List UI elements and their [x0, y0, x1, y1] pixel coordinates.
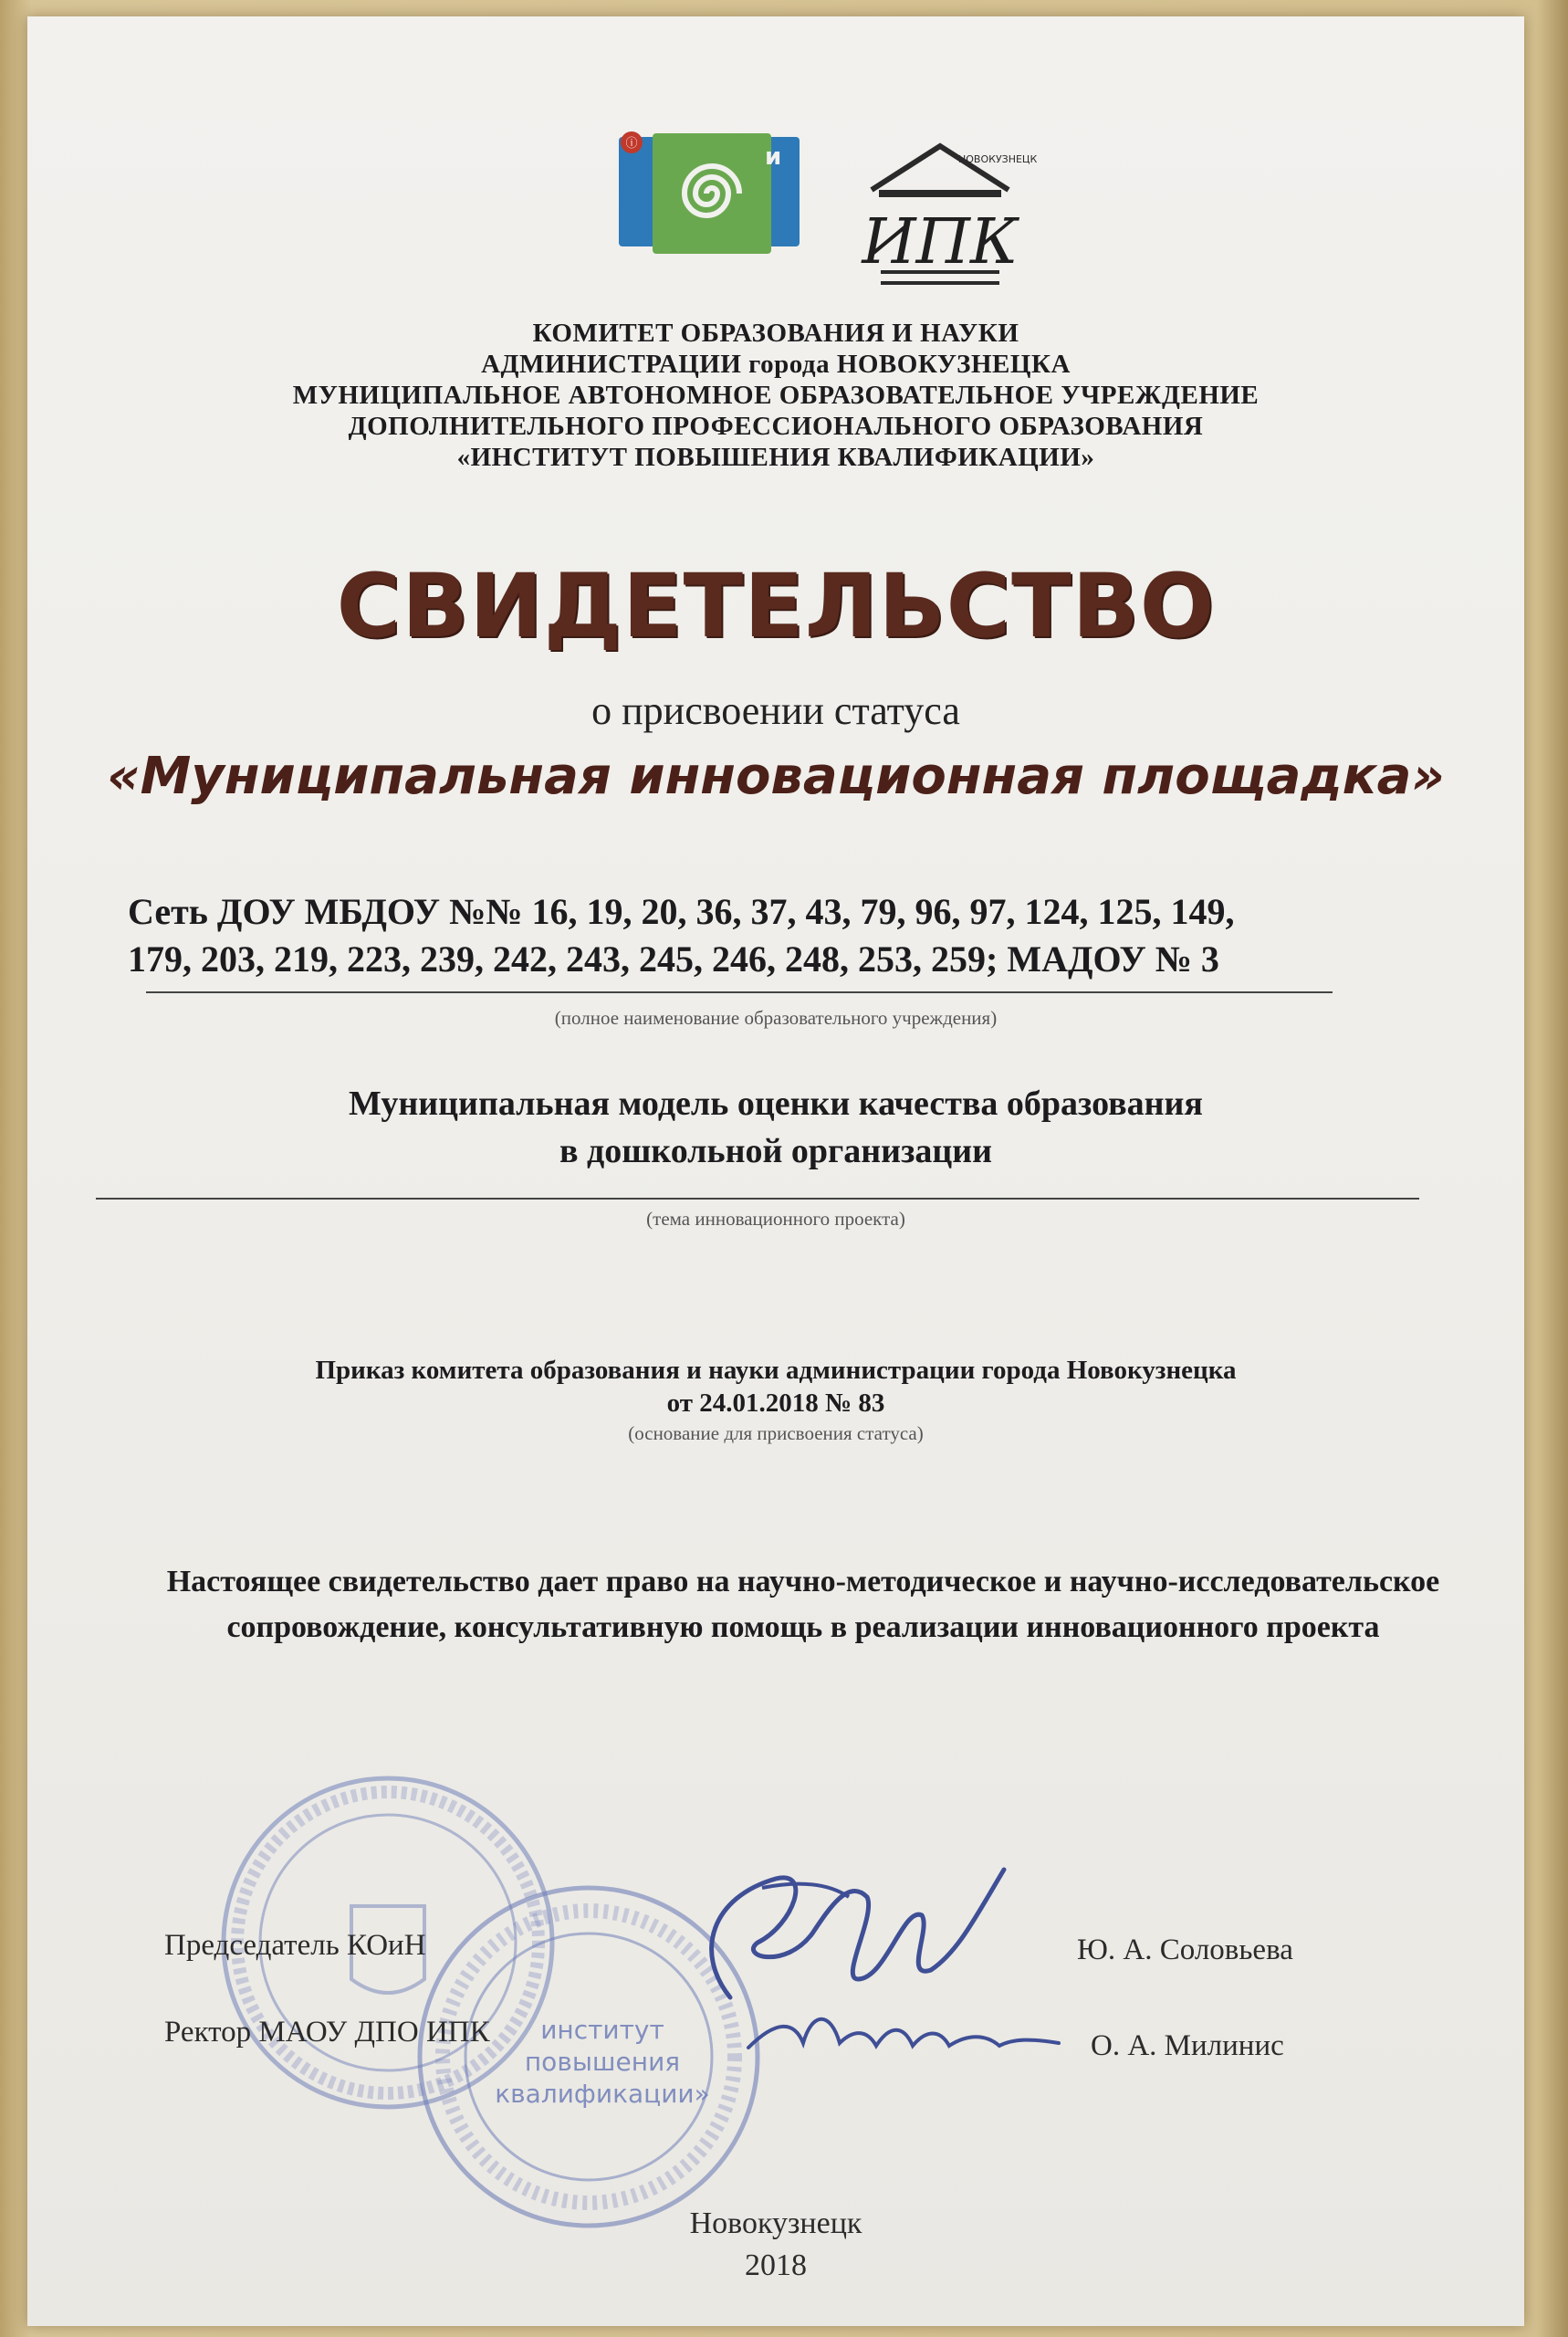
rector-signature: [739, 2002, 1068, 2066]
chair-label: Председатель КОиН: [164, 1929, 426, 1962]
institution-caption: (полное наименование образовательного учреждения): [554, 1007, 998, 1029]
svg-text:ⓘ: ⓘ: [625, 137, 638, 151]
issuer-line-3: МУНИЦИПАЛЬНОЕ АВТОНОМНОЕ ОБРАЗОВАТЕЛЬНОЕ УЧРЕЖДЕНИЕ: [292, 381, 1260, 410]
ipk-house-logo: [853, 135, 1038, 295]
rights-statement: Настоящее свидетельство дает право на научно-методическое и научно-исследовательское сопровождение, консультативную помощь в реализации инновационного проекта: [166, 1565, 1440, 1644]
issuer-header: [27, 318, 1524, 473]
order-line-1: Приказ комитета образования и науки администрации города Новокузнецка: [315, 1356, 1237, 1385]
certificate-title: СВИДЕТЕЛЬСТВО: [336, 555, 1216, 657]
project-theme: [27, 1080, 1524, 1175]
rector-name: О. А. Милинис: [1091, 2029, 1284, 2062]
project-line-1: Муниципальная модель оценки качества образования: [349, 1085, 1203, 1123]
institute-spiral-logo: [612, 126, 812, 263]
institution-name: [128, 888, 1442, 983]
project-underline: [96, 1198, 1419, 1200]
issuer-line-5: «ИНСТИТУТ ПОВЫШЕНИЯ КВАЛИФИКАЦИИ»: [456, 443, 1095, 472]
order-basis: [27, 1354, 1524, 1420]
project-caption: (тема инновационного проекта): [646, 1208, 905, 1230]
year: 2018: [745, 2248, 807, 2282]
certificate-subtitle: о присвоении статуса: [591, 688, 960, 733]
status-name: «Муниципальная инновационная площадка»: [107, 747, 1445, 806]
project-line-2: в дошкольной организации: [559, 1132, 993, 1170]
logo-city-caption: НОВОКУЗНЕЦК: [958, 153, 1038, 165]
city-and-year: [27, 2203, 1524, 2287]
institution-underline: [146, 991, 1333, 993]
order-caption: (основание для присвоения статуса): [628, 1422, 924, 1444]
rector-label: Ректор МАОУ ДПО ИПК: [164, 2016, 490, 2049]
chair-signature: [675, 1842, 1022, 2025]
institution-line-1: Сеть ДОУ МБДОУ №№ 16, 19, 20, 36, 37, 43, 79, 96, 97, 124, 125, 149,: [128, 891, 1235, 932]
chair-name: Ю. А. Соловьева: [1077, 1934, 1293, 1966]
issuer-line-4: ДОПОЛНИТЕЛЬНОГО ПРОФЕССИОНАЛЬНОГО ОБРАЗОВАНИЯ: [348, 412, 1204, 441]
certificate-paper: [27, 16, 1524, 2326]
city: Новокузнецк: [689, 2206, 862, 2240]
stamp-text-3: квалификации»: [495, 2079, 710, 2109]
issuer-line-2: АДМИНИСТРАЦИИ города НОВОКУЗНЕЦКА: [481, 350, 1071, 379]
stamp-text-1: институт: [540, 2015, 664, 2045]
svg-text:и: и: [765, 143, 782, 171]
issuer-line-1: КОМИТЕТ ОБРАЗОВАНИЯ И НАУКИ: [532, 319, 1019, 348]
stamp-text-2: повышения: [524, 2047, 681, 2077]
institution-line-2: 179, 203, 219, 223, 239, 242, 243, 245, 246, 248, 253, 259; МАДОУ № 3: [128, 938, 1219, 980]
order-line-2: от 24.01.2018 № 83: [666, 1389, 885, 1418]
logo-letters: ИПК: [862, 206, 1019, 278]
